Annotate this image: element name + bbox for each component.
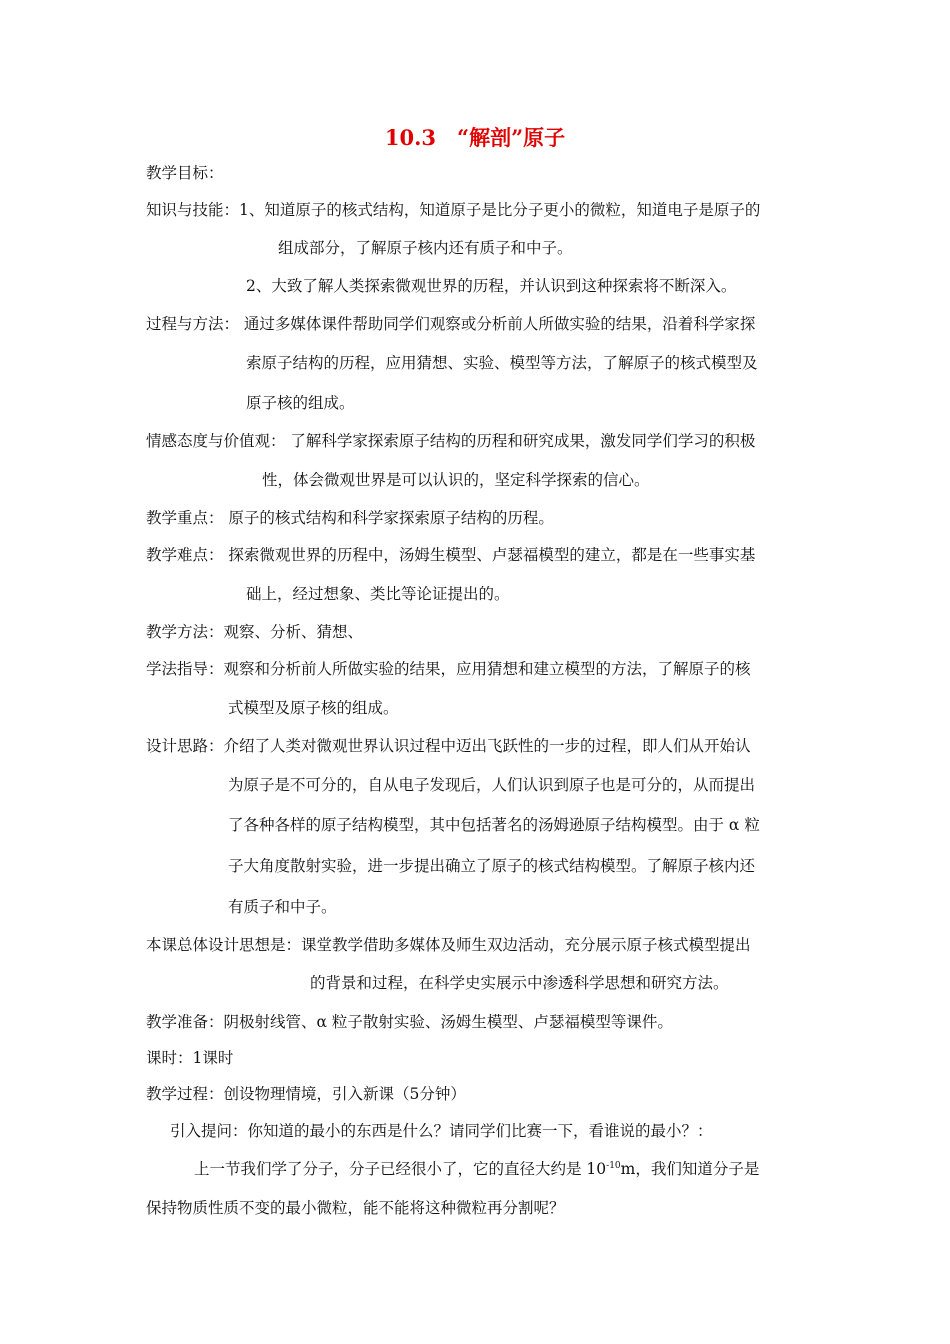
knowledge-skills-line-3: 2、大致了解人类探索微观世界的历程，并认识到这种探索将不断深入。	[246, 277, 737, 295]
paragraph-line-2: 保持物质性质不变的最小微粒，能不能将这种微粒再分割呢？	[146, 1199, 565, 1217]
process-methods-line-3: 原子核的组成。	[246, 394, 355, 412]
design-idea-line-4: 子大角度散射实验，进一步提出确立了原子的核式结构模型。了解原子核内还	[228, 857, 756, 875]
teaching-goals-heading: 教学目标：	[146, 164, 224, 182]
preparation-line: 教学准备：阴极射线管、α 粒子散射实验、汤姆生模型、卢瑟福模型等课件。	[146, 1013, 673, 1031]
study-guide-line-2: 式模型及原子核的组成。	[228, 699, 399, 717]
overall-design-line-1: 本课总体设计思想是：课堂教学借助多媒体及师生双边活动，充分展示原子核式模型提出	[146, 936, 751, 954]
design-idea-line-5: 有质子和中子。	[228, 898, 337, 916]
teaching-process-line: 教学过程：创设物理情境，引入新课（5分钟）	[146, 1085, 466, 1103]
difficulties-line-2: 础上，经过想象、类比等论证提出的。	[246, 585, 510, 603]
paragraph-line-1-end: m，我们知道分子是	[620, 1160, 760, 1178]
design-idea-line-2: 为原子是不可分的，自从电子发现后，人们认识到原子也是可分的，从而提出	[228, 776, 756, 794]
page-title: 10.3 “解剖”原子	[384, 125, 566, 150]
study-guide-line-1: 学法指导：观察和分析前人所做实验的结果，应用猜想和建立模型的方法，了解原子的核	[146, 660, 751, 678]
process-methods-line-1: 过程与方法： 通过多媒体课件帮助同学们观察或分析前人所做实验的结果，沿着科学家探	[146, 315, 756, 333]
knowledge-skills-line-1: 知识与技能：1、知道原子的核式结构，知道原子是比分子更小的微粒，知道电子是原子的	[146, 201, 761, 219]
emotion-values-line-1: 情感态度与价值观： 了解科学家探索原子结构的历程和研究成果，激发同学们学习的积极	[146, 432, 756, 450]
paragraph-line-1	[194, 1159, 759, 1179]
difficulties-line-1: 教学难点： 探索微观世界的历程中，汤姆生模型、卢瑟福模型的建立，都是在一些事实基	[146, 546, 756, 564]
design-idea-line-3: 了各种各样的原子结构模型，其中包括著名的汤姆逊原子结构模型。由于 α 粒	[228, 816, 760, 834]
intro-question-line: 引入提问：你知道的最小的东西是什么？请同学们比赛一下，看谁说的最小？：	[170, 1122, 713, 1140]
key-points-line: 教学重点： 原子的核式结构和科学家探索原子结构的历程。	[146, 509, 554, 527]
emotion-values-line-2: 性，体会微观世界是可以认识的，坚定科学探索的信心。	[262, 471, 650, 489]
process-methods-line-2: 索原子结构的历程，应用猜想、实验、模型等方法，了解原子的核式模型及	[246, 354, 758, 372]
design-idea-line-1: 设计思路：介绍了人类对微观世界认识过程中迈出飞跃性的一步的过程，即人们从开始认	[146, 737, 751, 755]
teaching-methods-line: 教学方法：观察、分析、猜想、	[146, 623, 364, 641]
class-hours-line: 课时：1课时	[146, 1049, 234, 1067]
overall-design-line-2: 的背景和过程，在科学史实展示中渗透科学思想和研究方法。	[310, 974, 729, 992]
exponent: -10	[606, 1161, 621, 1171]
knowledge-skills-line-2: 组成部分，了解原子核内还有质子和中子。	[278, 239, 573, 257]
paragraph-line-1-start: 上一节我们学了分子，分子已经很小了，它的直径大约是 10	[194, 1160, 607, 1178]
